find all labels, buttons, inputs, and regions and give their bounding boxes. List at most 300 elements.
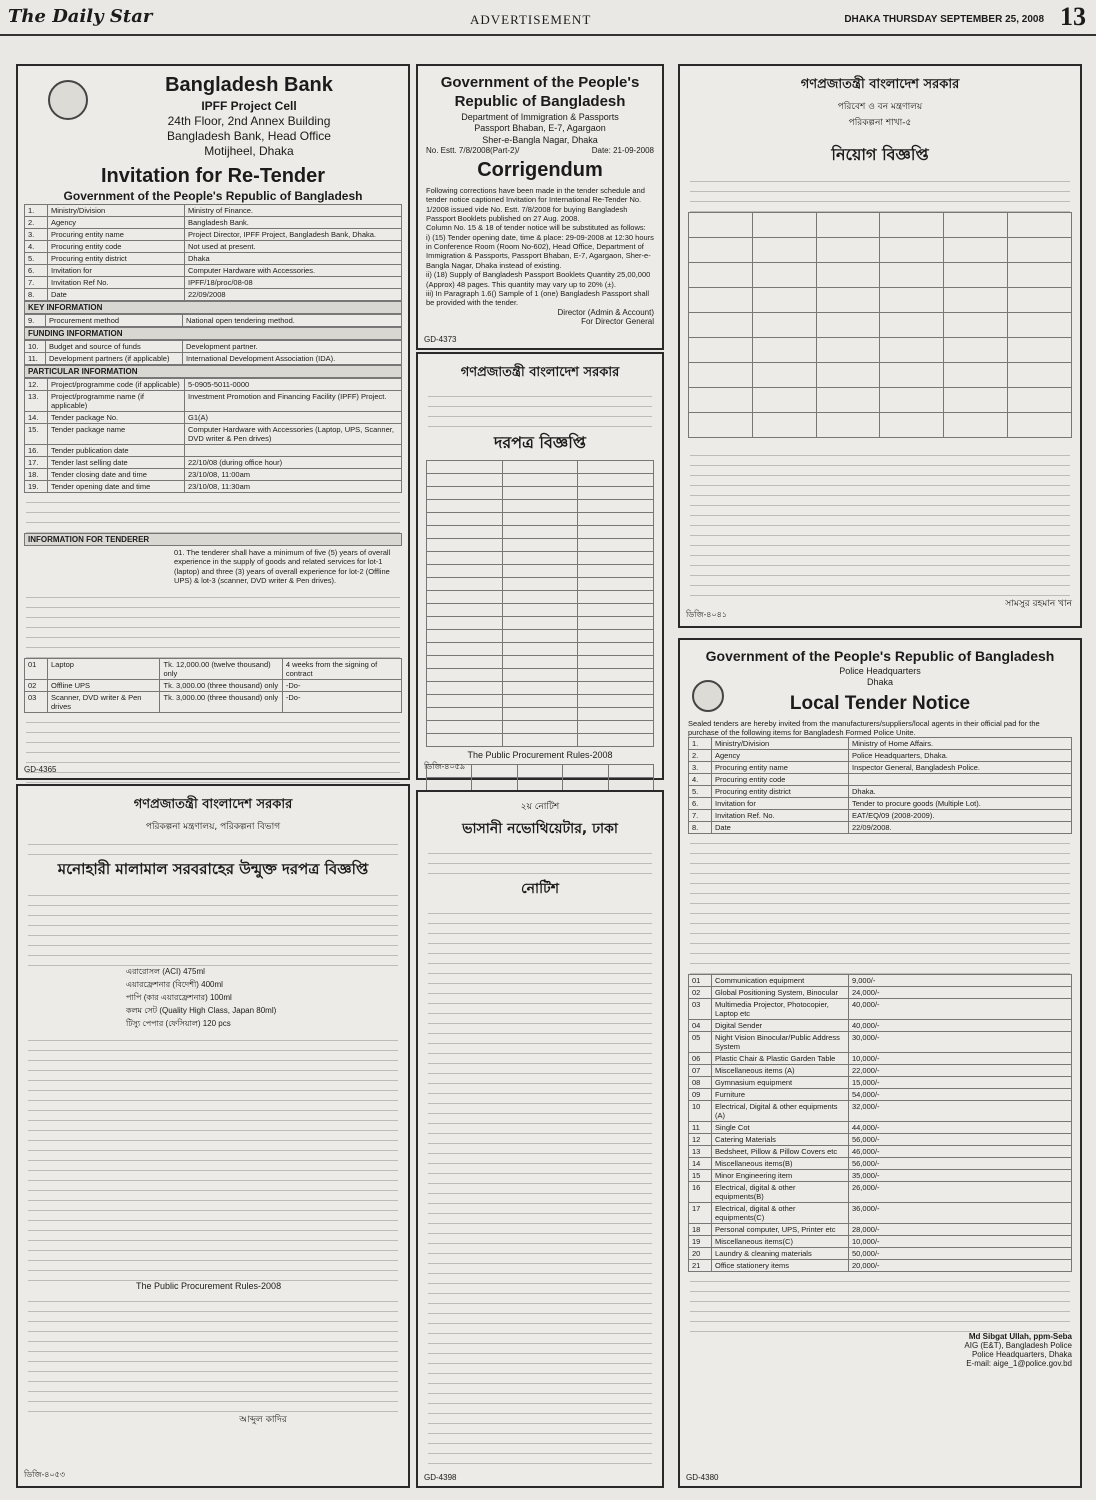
table-row	[25, 253, 402, 265]
tender-details-table	[688, 737, 1072, 834]
table-cell	[1008, 313, 1072, 338]
table-cell: IPFF/18/proc/08-08	[185, 277, 402, 289]
table-row	[689, 1158, 1072, 1170]
table-cell: Electrical, digital & other equipments(B)	[712, 1182, 849, 1203]
table-cell: Procuring entity district	[48, 253, 185, 265]
table-cell: 09	[689, 1089, 712, 1101]
tender-title: Invitation for Re-Tender	[100, 165, 326, 187]
ad-code: ডিজি-৪০৫৯	[424, 762, 466, 771]
table-cell	[689, 313, 753, 338]
table-cell: 22/10/08 (during office hour)	[185, 457, 402, 469]
table-cell: Tender package name	[48, 424, 185, 445]
field-label: Procurement method	[46, 315, 183, 327]
table-cell: 44,000/-	[849, 1122, 1072, 1134]
table-cell: Communication equipment	[712, 975, 849, 987]
table-row	[689, 987, 1072, 999]
table-cell: 11	[689, 1122, 712, 1134]
table-cell: Invitation for	[48, 265, 185, 277]
table-cell: 26,000/-	[849, 1182, 1072, 1203]
bangladesh-bank-tender-ad: Bangladesh Bank IPFF Project Cell 24th Floor, 2nd Annex Building Bangladesh Bank, Head Office Motijheel, Dhaka Invitation for Re-Tender Government of the People's Republic of Bangladesh 1. Ministry/Division Ministry of Finance. 2. Agency Bangladesh Bank. 3. Procuring entity name Project Director, IPFF Project, Bangladesh Bank, Dhaka. 4. Procuring entity code Not used at present. 5. Procuring entity district Dhaka 6. Invitation for Computer Hardware with Accessories. 7. Invitation Ref No. IPFF/18/proc/08-08 8. Date 22/09/2008 KEY INFORMATION 9. Procurement method National open tendering method. FUNDING INFORMATION 10. Budget and source of funds Development partner. 11. Development partners (if applicable) International Development Association (IDA). PARTICULAR INFORMATION 12. Project/programme code (if applicable) 5-0905-5011-0000 13. Project/programme name (if applicable) Investment Promotion and Financing Facility (IPFF) Project. 14. Tender package No. G1(A) 15. Tender package name Computer Hardware with Accessories (Laptop, UPS, Scanner, DVD writer & Pen drives) 16. Tender publication date 17. Tender last selling date 22/10/08 (during office hour) 18. Tender closing date and time 23/10/08, 11:00am 19. Tender opening date and time 23/10/08, 11:30am INFORMATION FOR TENDERER 01. The tenderer shall have a minimum of five (5) years of overall experience in the supply of goods and related services for lot-1 (laptop) and three (3) years of overall experience for lot-2 (Offline UPS) & lot-3 (scanner, DVD writer & Pen drives). 01 Laptop Tk. 12,000.00 (twelve thousand) only 4 weeks from the signing of contract 02 Offline UPS Tk. 3,000.00 (three thousand) only -Do- 03 Scanner, DVD writer & Pen drives Tk. 3,000.00 (three thousand) only -Do- GD-4365	[16, 64, 410, 780]
table-cell: 10,000/-	[849, 1236, 1072, 1248]
table-cell: 6.	[689, 798, 712, 810]
government-name: গণপ্রজাতন্ত্রী বাংলাদেশ সরকার	[460, 365, 620, 380]
table-cell	[502, 643, 578, 656]
table-cell	[502, 461, 578, 474]
signatory-name: Md Sibgat Ullah, ppm-Seba	[968, 1332, 1072, 1342]
table-cell: 05	[689, 1032, 712, 1053]
table-cell: 14.	[25, 412, 48, 424]
table-cell	[427, 682, 503, 695]
table-cell: 04	[689, 1020, 712, 1032]
table-cell: Invitation Ref No.	[48, 277, 185, 289]
table-row	[689, 810, 1072, 822]
table-cell: 02	[25, 679, 48, 691]
table-cell: Bangladesh Bank.	[185, 217, 402, 229]
table-cell	[427, 617, 503, 630]
lot-table	[688, 974, 1072, 1272]
table-cell	[427, 578, 503, 591]
table-cell	[849, 774, 1072, 786]
table-cell	[944, 313, 1008, 338]
department: Department of Immigration & Passports	[461, 112, 619, 122]
table-cell	[578, 539, 654, 552]
table-cell: 8.	[25, 289, 48, 301]
table-cell	[578, 487, 654, 500]
section-heading: PARTICULAR INFORMATION	[24, 365, 402, 378]
table-cell	[502, 682, 578, 695]
table-row	[689, 1236, 1072, 1248]
table-cell: 03	[689, 999, 712, 1020]
table-cell: Ministry of Home Affairs.	[849, 738, 1072, 750]
table-cell	[578, 643, 654, 656]
table-row	[689, 999, 1072, 1020]
table-row	[25, 391, 402, 412]
table-cell	[578, 474, 654, 487]
table-cell	[752, 363, 816, 388]
table-row	[25, 412, 402, 424]
table-cell: 20,000/-	[849, 1260, 1072, 1272]
table-row	[689, 288, 1072, 313]
tender-details-table	[24, 204, 402, 301]
table-cell: Dhaka.	[849, 786, 1072, 798]
table-row	[25, 424, 402, 445]
table-cell	[752, 213, 816, 238]
table-row	[689, 798, 1072, 810]
signatory-designation: For Director General	[581, 316, 654, 326]
table-cell: 16.	[25, 445, 48, 457]
table-cell: 4.	[25, 241, 48, 253]
table-row	[427, 708, 654, 721]
table-row	[427, 578, 654, 591]
table-row	[427, 513, 654, 526]
table-row	[427, 630, 654, 643]
table-cell: 40,000/-	[849, 999, 1072, 1020]
table-cell	[563, 778, 608, 791]
table-cell	[752, 413, 816, 438]
table-row	[427, 474, 654, 487]
item-list-entry: পাপি (কার এয়ারফ্রেশনার) 100ml	[126, 993, 232, 1002]
table-cell	[880, 288, 944, 313]
table-cell: Tender last selling date	[48, 457, 185, 469]
table-row	[427, 669, 654, 682]
rule-reference: The Public Procurement Rules-2008	[136, 1281, 282, 1291]
recruitment-notice	[678, 64, 1082, 628]
table-cell	[816, 263, 880, 288]
table-row	[689, 388, 1072, 413]
table-cell: 56,000/-	[849, 1134, 1072, 1146]
table-cell: Project Director, IPFF Project, Bangladesh Bank, Dhaka.	[185, 229, 402, 241]
table-row	[25, 289, 402, 301]
table-cell: 19.	[25, 481, 48, 493]
ad-code: ডিজি-৪০৪১	[686, 610, 728, 619]
table-cell: 2.	[25, 217, 48, 229]
notice-heading: নোটিশ	[520, 881, 559, 897]
table-row	[689, 1053, 1072, 1065]
section-heading: FUNDING INFORMATION	[24, 327, 402, 340]
table-cell	[502, 474, 578, 487]
table-cell	[944, 213, 1008, 238]
table-cell: 32,000/-	[849, 1101, 1072, 1122]
table-cell	[816, 363, 880, 388]
table-cell	[816, 388, 880, 413]
table-cell	[578, 708, 654, 721]
table-row	[427, 721, 654, 734]
item-list-entry: এয়ারফ্রেশনার (বিদেশী) 400ml	[126, 980, 223, 989]
item-list	[26, 966, 400, 1031]
ad-code: GD-4365	[24, 765, 57, 774]
newspaper-name: The Daily Star	[8, 6, 153, 27]
table-cell	[944, 263, 1008, 288]
table-cell: 5.	[689, 786, 712, 798]
table-cell: 9,000/-	[849, 975, 1072, 987]
ministry: পরিবেশ ও বন মন্ত্রণালয়	[837, 102, 923, 112]
project-cell: IPFF Project Cell	[201, 99, 297, 113]
table-cell: 01	[25, 658, 48, 679]
table-cell	[502, 591, 578, 604]
table-row	[25, 265, 402, 277]
field-label: Development partners (if applicable)	[46, 353, 183, 365]
table-cell	[578, 565, 654, 578]
city: Dhaka	[866, 677, 893, 688]
table-cell: 12	[689, 1134, 712, 1146]
table-row	[689, 238, 1072, 263]
table-cell	[578, 526, 654, 539]
table-cell: Multimedia Projector, Photocopier, Laptop etc	[712, 999, 849, 1020]
table-cell	[472, 765, 517, 778]
table-row	[427, 778, 654, 791]
table-cell: Procuring entity code	[712, 774, 849, 786]
table-cell: Tk. 12,000.00 (twelve thousand) only	[160, 658, 282, 679]
table-cell: Scanner, DVD writer & Pen drives	[48, 691, 160, 712]
table-cell: Tender to procure goods (Multiple Lot).	[849, 798, 1072, 810]
table-cell: 19	[689, 1236, 712, 1248]
table-cell	[578, 552, 654, 565]
table-row	[25, 277, 402, 289]
table-cell: Plastic Chair & Plastic Garden Table	[712, 1053, 849, 1065]
table-cell	[689, 388, 753, 413]
table-cell	[752, 338, 816, 363]
table-cell	[185, 445, 402, 457]
table-row	[689, 1170, 1072, 1182]
table-cell: 8.	[689, 822, 712, 834]
table-cell	[1008, 388, 1072, 413]
table-cell: 15.	[25, 424, 48, 445]
table-row	[689, 762, 1072, 774]
table-row	[427, 682, 654, 695]
reference-number: No. Estt. 7/8/2008(Part-2)/	[426, 145, 520, 155]
table-row	[689, 1248, 1072, 1260]
table-cell	[608, 765, 653, 778]
table-cell: G1(A)	[185, 412, 402, 424]
table-cell: 12.	[25, 379, 48, 391]
table-cell: 35,000/-	[849, 1170, 1072, 1182]
table-row	[427, 591, 654, 604]
table-cell: 56,000/-	[849, 1158, 1072, 1170]
item-list-entry: এরারোসল (ACI) 475ml	[126, 967, 205, 976]
table-cell: 13	[689, 1146, 712, 1158]
government-name: Government of the People's Republic of Bangladesh	[705, 648, 1055, 664]
novotheatre-notice	[416, 790, 664, 1488]
table-cell: Date	[48, 289, 185, 301]
table-row	[689, 1224, 1072, 1236]
table-cell: Tender package No.	[48, 412, 185, 424]
bangladesh-bank-logo-icon	[48, 80, 88, 120]
table-cell	[427, 539, 503, 552]
notice-title: Local Tender Notice	[789, 692, 971, 714]
table-cell: Ministry/Division	[712, 738, 849, 750]
table-cell: 7.	[689, 810, 712, 822]
table-row	[25, 217, 402, 229]
table-cell: 3.	[689, 762, 712, 774]
table-cell	[502, 708, 578, 721]
table-row	[689, 1134, 1072, 1146]
branch: পরিকল্পনা শাখা-৫	[848, 118, 912, 128]
table-cell	[502, 513, 578, 526]
bangla-supply-tender-notice	[16, 784, 410, 1488]
table-row	[427, 734, 654, 747]
table-cell: Agency	[48, 217, 185, 229]
table-cell: 3.	[25, 229, 48, 241]
table-cell	[1008, 338, 1072, 363]
table-cell	[944, 288, 1008, 313]
table-cell: 1.	[689, 738, 712, 750]
table-cell: 50,000/-	[849, 1248, 1072, 1260]
table-row	[689, 975, 1072, 987]
table-cell	[578, 721, 654, 734]
notice-title: নিয়োগ বিজ্ঞপ্তি	[831, 145, 929, 164]
table-cell: 2.	[689, 750, 712, 762]
table-row	[25, 658, 402, 679]
table-row	[689, 738, 1072, 750]
table-cell: 4.	[689, 774, 712, 786]
table-cell	[427, 474, 503, 487]
table-cell: 40,000/-	[849, 1020, 1072, 1032]
table-row	[689, 1146, 1072, 1158]
table-cell	[502, 630, 578, 643]
table-row	[689, 1020, 1072, 1032]
table-cell: 01	[689, 975, 712, 987]
table-row	[689, 363, 1072, 388]
table-cell	[578, 591, 654, 604]
table-cell	[816, 213, 880, 238]
table-row	[427, 552, 654, 565]
table-cell: Procuring entity code	[48, 241, 185, 253]
table-cell	[816, 338, 880, 363]
table-row	[689, 1089, 1072, 1101]
corrigendum-title: Corrigendum	[477, 158, 603, 181]
notice-date: Date: 21-09-2008	[591, 145, 654, 155]
table-cell: 17.	[25, 457, 48, 469]
ad-code: ডিজি-৪০৫৩	[24, 1470, 66, 1479]
table-cell	[502, 500, 578, 513]
table-row	[427, 539, 654, 552]
table-cell: Electrical, digital & other equipments(C)	[712, 1203, 849, 1224]
table-cell: Single Cot	[712, 1122, 849, 1134]
table-cell	[944, 363, 1008, 388]
table-cell	[608, 778, 653, 791]
table-cell	[427, 604, 503, 617]
section-heading: KEY INFORMATION	[24, 301, 402, 314]
section-heading: INFORMATION FOR TENDERER	[24, 533, 402, 546]
table-cell: Personal computer, UPS, Printer etc	[712, 1224, 849, 1236]
table-cell: 5-0905-5011-0000	[185, 379, 402, 391]
signatory-name: আব্দুল কাদির	[239, 1415, 287, 1426]
table-cell	[1008, 238, 1072, 263]
address-line: Motijheel, Dhaka	[204, 144, 294, 158]
table-cell: 28,000/-	[849, 1224, 1072, 1236]
table-cell	[578, 682, 654, 695]
table-cell: Digital Sender	[712, 1020, 849, 1032]
table-cell	[502, 552, 578, 565]
table-cell	[578, 604, 654, 617]
table-cell: Night Vision Binocular/Public Address System	[712, 1032, 849, 1053]
table-row	[689, 1260, 1072, 1272]
table-cell: 02	[689, 987, 712, 999]
table-cell	[502, 734, 578, 747]
table-cell	[502, 721, 578, 734]
table-cell: Offline UPS	[48, 679, 160, 691]
table-cell	[578, 461, 654, 474]
rule-reference: The Public Procurement Rules-2008	[467, 750, 613, 760]
table-row	[427, 604, 654, 617]
dateline: DHAKA THURSDAY SEPTEMBER 25, 2008	[844, 14, 1044, 25]
table-cell: 13.	[25, 391, 48, 412]
table-cell: 08	[689, 1077, 712, 1089]
ad-code: GD-4373	[424, 335, 457, 344]
table-cell	[578, 734, 654, 747]
table-cell	[880, 238, 944, 263]
table-cell	[1008, 413, 1072, 438]
table-cell: 10,000/-	[849, 1053, 1072, 1065]
table-cell	[752, 238, 816, 263]
table-cell: Procuring entity name	[48, 229, 185, 241]
table-row	[689, 413, 1072, 438]
table-cell	[944, 238, 1008, 263]
table-cell: Computer Hardware with Accessories.	[185, 265, 402, 277]
page-number: 13	[1060, 2, 1086, 31]
notice-title: দরপত্র বিজ্ঞপ্তি	[494, 433, 586, 452]
table-cell	[427, 487, 503, 500]
table-cell: Laundry & cleaning materials	[712, 1248, 849, 1260]
table-cell: 22/09/2008.	[849, 822, 1072, 834]
table-cell	[689, 413, 753, 438]
table-row	[689, 1203, 1072, 1224]
table-row	[25, 379, 402, 391]
table-row	[427, 500, 654, 513]
table-cell	[427, 669, 503, 682]
table-cell	[427, 630, 503, 643]
table-cell: Office stationery items	[712, 1260, 849, 1272]
table-row	[689, 786, 1072, 798]
table-cell: 54,000/-	[849, 1089, 1072, 1101]
table-cell	[578, 617, 654, 630]
table-cell: EAT/EQ/09 (2008-2009).	[849, 810, 1072, 822]
table-cell	[689, 213, 753, 238]
table-cell	[427, 721, 503, 734]
table-cell	[578, 630, 654, 643]
table-row	[25, 457, 402, 469]
ministry: পরিকল্পনা মন্ত্রণালয়, পরিকল্পনা বিভাগ	[145, 822, 281, 832]
table-cell: 23/10/08, 11:30am	[185, 481, 402, 493]
table-row	[689, 338, 1072, 363]
tender-details-table	[426, 460, 654, 747]
table-cell	[517, 778, 562, 791]
table-row	[25, 205, 402, 217]
table-row	[25, 229, 402, 241]
table-cell	[880, 213, 944, 238]
table-cell: 46,000/-	[849, 1146, 1072, 1158]
table-cell	[427, 565, 503, 578]
table-cell: 18	[689, 1224, 712, 1236]
table-cell: Date	[712, 822, 849, 834]
table-cell: Procuring entity district	[712, 786, 849, 798]
table-cell: Agency	[712, 750, 849, 762]
table-cell: 36,000/-	[849, 1203, 1072, 1224]
eligibility-text: 01. The tenderer shall have a minimum of five (5) years of overall experience in the supply of goods and related services for lot-1 (laptop) and three (3) years of overall experience for lot-2 (Offline UPS) & lot-3 (scanner, DVD writer & Pen drives).	[174, 548, 391, 586]
table-cell	[502, 539, 578, 552]
table-cell	[816, 313, 880, 338]
field-value: International Development Association (IDA).	[183, 353, 402, 365]
table-row	[689, 1182, 1072, 1203]
table-cell: 03	[25, 691, 48, 712]
notice-title: মনোহারী মালামাল সরবরাহের উন্মুক্ত দরপত্র বিজ্ঞপ্তি	[57, 860, 369, 878]
table-row	[427, 565, 654, 578]
table-cell	[427, 643, 503, 656]
table-row	[689, 263, 1072, 288]
table-cell	[880, 263, 944, 288]
table-cell: Catering Materials	[712, 1134, 849, 1146]
table-cell	[502, 565, 578, 578]
table-cell	[944, 388, 1008, 413]
table-cell	[502, 695, 578, 708]
table-row	[25, 445, 402, 457]
table-cell: Invitation Ref. No.	[712, 810, 849, 822]
table-cell	[502, 656, 578, 669]
bank-name: Bangladesh Bank	[165, 74, 333, 96]
table-cell	[427, 552, 503, 565]
table-cell: Tender closing date and time	[48, 469, 185, 481]
table-cell: 24,000/-	[849, 987, 1072, 999]
table-cell	[427, 695, 503, 708]
table-cell	[502, 578, 578, 591]
table-cell	[752, 313, 816, 338]
table-cell	[1008, 363, 1072, 388]
police-emblem-icon	[692, 680, 724, 712]
table-cell: 14	[689, 1158, 712, 1170]
table-cell	[427, 513, 503, 526]
table-row	[25, 679, 402, 691]
table-cell: 4 weeks from the signing of contract	[282, 658, 401, 679]
